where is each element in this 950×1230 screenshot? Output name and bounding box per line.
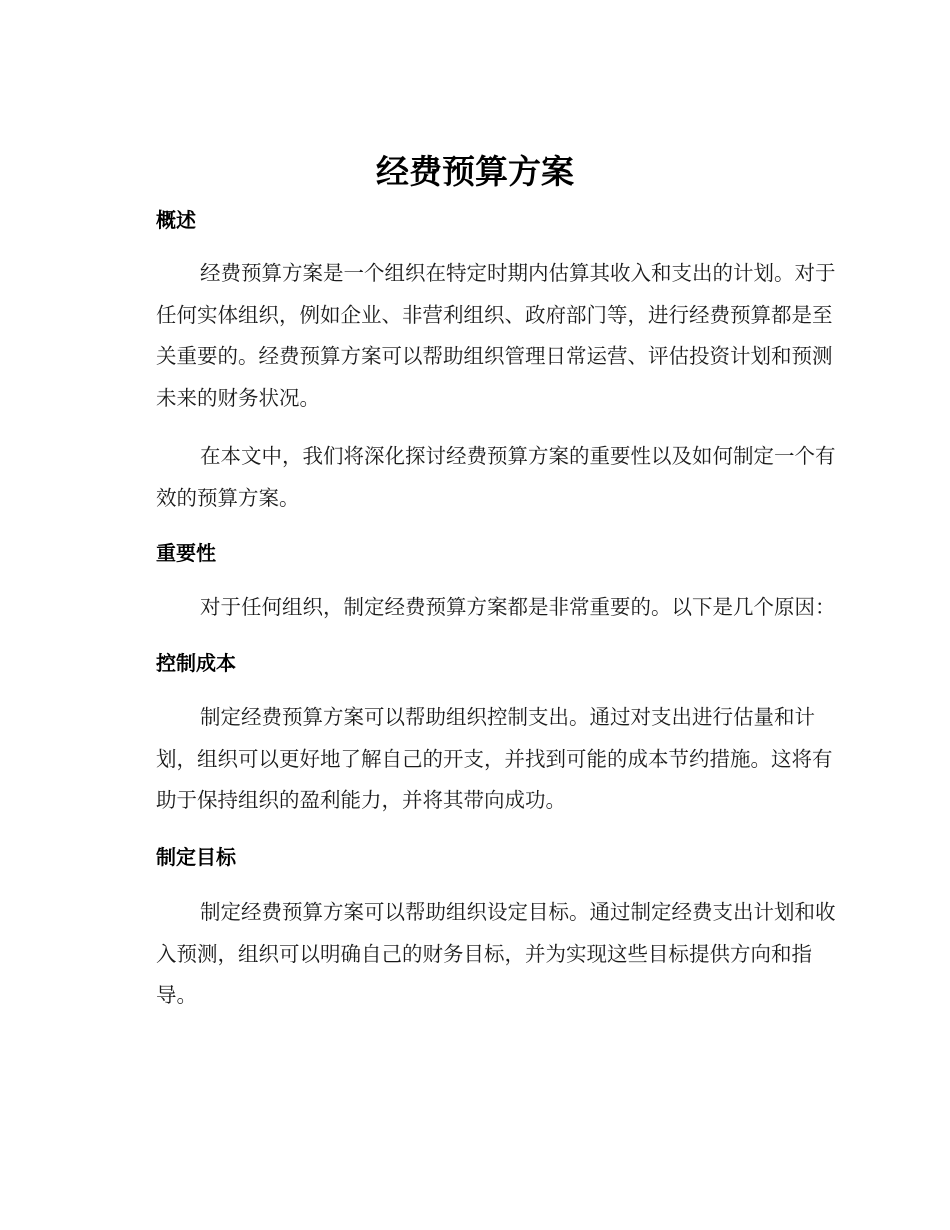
paragraph-importance-1 bbox=[112, 587, 836, 629]
paragraph-line: 制定经费预算方案可以帮助组织控制支出。通过对支出进行估量和计 bbox=[200, 705, 815, 729]
paragraph-line: 关重要的。经费预算方案可以帮助组织管理日常运营、评估投资计划和预测 bbox=[156, 344, 833, 368]
paragraph-line: 在本文中，我们将深化探讨经费预算方案的重要性以及如何制定一个有 bbox=[200, 444, 836, 468]
paragraph-cost-control-1 bbox=[112, 697, 832, 822]
paragraph-set-goals-1 bbox=[112, 892, 836, 1017]
document-title: 经费预算方案 bbox=[376, 152, 574, 191]
paragraph-line: 效的预算方案。 bbox=[156, 485, 300, 510]
paragraph-line: 未来的财务状况。 bbox=[156, 385, 320, 410]
section-heading-cost-control: 控制成本 bbox=[156, 651, 236, 675]
paragraph-line: 对于任何组织，制定经费预算方案都是非常重要的。以下是几个原因： bbox=[200, 595, 836, 619]
section-heading-overview: 概述 bbox=[156, 208, 196, 232]
section-heading-importance: 重要性 bbox=[156, 541, 216, 565]
paragraph-overview-1 bbox=[112, 253, 836, 419]
paragraph-line: 入预测，组织可以明确自己的财务目标，并为实现这些目标提供方向和指 bbox=[156, 941, 812, 966]
section-heading-set-goals: 制定目标 bbox=[156, 845, 236, 869]
paragraph-overview-2 bbox=[112, 436, 836, 519]
paragraph-line: 导。 bbox=[156, 983, 197, 1007]
paragraph-line: 制定经费预算方案可以帮助组织设定目标。通过制定经费支出计划和收 bbox=[200, 900, 836, 924]
paragraph-line: 任何实体组织，例如企业、非营利组织、政府部门等，进行经费预算都是至 bbox=[156, 302, 833, 327]
paragraph-line: 划，组织可以更好地了解自己的开支，并找到可能的成本节约措施。这将有 bbox=[156, 746, 833, 771]
paragraph-line: 经费预算方案是一个组织在特定时期内估算其收入和支出的计划。对于 bbox=[200, 261, 836, 285]
paragraph-line: 助于保持组织的盈利能力，并将其带向成功。 bbox=[156, 788, 566, 812]
